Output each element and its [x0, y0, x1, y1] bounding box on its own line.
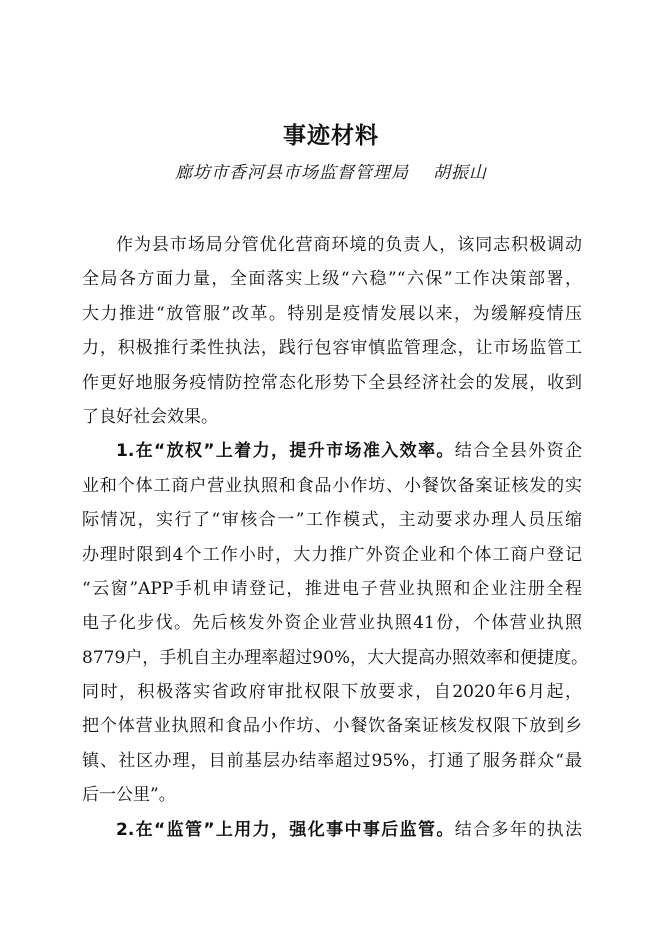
paragraph-line: 际情况，实行了“审核合一”工作模式，主动要求办理人员压缩 [82, 510, 582, 531]
document-title: 事迹材料 [283, 123, 379, 149]
paragraph-line: 电子化步伐。先后核发外资企业营业执照41份，个体营业执照 [82, 613, 582, 634]
paragraph-line: 后一公里”。 [82, 785, 176, 806]
author-org: 廊坊市香河县市场监督管理局 [175, 163, 409, 183]
section-1-text: 结合全县外资企 [454, 441, 582, 462]
section-2-text: 结合多年的执法 [454, 819, 582, 840]
paragraph-line: 大力推进“放管服”改革。特别是疫情发展以来，为缓解疫情压 [82, 303, 582, 324]
paragraph-line: 办理时限到4个工作小时，大力推广外资企业和个体工商户登记 [82, 544, 582, 565]
paragraph-line: 全局各方面力量，全面落实上级“六稳”“六保”工作决策部署， [82, 269, 582, 290]
paragraph-line: 了良好社会效果。 [82, 406, 218, 427]
section-2-first-line [82, 813, 582, 847]
paragraph-line: 镇、社区办理，目前基层办结率超过95%，打通了服务群众“最 [82, 750, 582, 771]
paragraph-line: 8779户，手机自主办理率超过90%，大大提高办照效率和便捷度。 [82, 647, 589, 668]
author-line [0, 158, 662, 183]
section-2-heading: 2.在“监管”上用力，强化事中事后监管。 [116, 819, 455, 840]
body-text [82, 228, 589, 847]
paragraph-line: 业和个体工商户营业执照和食品小作坊、小餐饮备案证核发的实 [82, 475, 582, 496]
section-1-heading: 1.在“放权”上着力，提升市场准入效率。 [116, 441, 455, 462]
paragraph-line: 把个体营业执照和食品小作坊、小餐饮备案证核发权限下放到乡 [82, 716, 582, 737]
paragraph-line: 作更好地服务疫情防控常态化形势下全县经济社会的发展，收到 [82, 372, 582, 393]
paragraph-line: 力，积极推行柔性执法，践行包容审慎监管理念，让市场监管工 [82, 338, 582, 359]
author-name: 胡振山 [433, 163, 487, 183]
paragraph-line: 同时，积极落实省政府审批权限下放要求，自2020年6月起， [82, 682, 582, 703]
paragraph-line: 作为县市场局分管优化营商环境的负责人，该同志积极调动 [116, 235, 582, 255]
section-1-first-line [82, 434, 582, 468]
paragraph-line: “云窗”APP手机申请登记，推进电子营业执照和企业注册全程 [82, 578, 582, 599]
